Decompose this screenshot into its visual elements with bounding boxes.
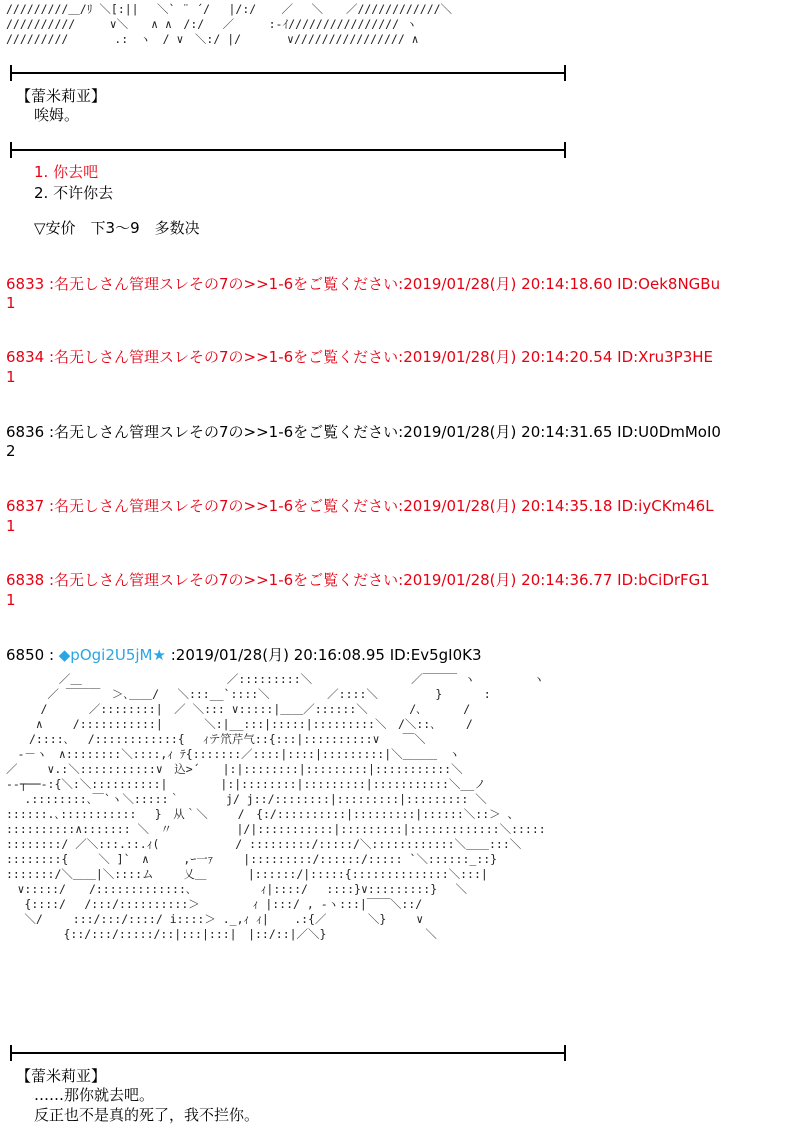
ascii-art-main: ／＿ ／:::::::::＼ ／￣￣￣ ヽ ヽ ／ ￣￣￣ ＞､＿＿/ ＼:::__`::::＼ ／::::＼ } : / ／::::::::| ／ ＼::: ∨:::::|＿＿／::::::＼ /､ / ∧ /:::::::::::| ＼:|__:::|:::::|:::::::::＼ /＼::､ / /::::､ /::::::::::::{ ｨテ笊芹气::{:::|::::::::::∨ ￣＼ -－ヽ ∧::::::::＼::::,ｨ ﾃ{:::::::／::::|::::|:::::::::|＼＿＿＿ ヽ ／ ∨.:＼:::::::::::∨ 込>´ |:|::::::::|:::::::::|:::::::::::＼ -‐┬──‐:{＼:＼::::::::::| |:|::::::::|:::::::::|:::::::::::＼__ノ .::::::::､￣`ヽ＼:::::｀ j/ j::/::::::::|:::::::::|::::::::: ＼ ::::::.､::::::::::: } 从｀＼ / {:/::::::::::|:::::::::|::::::＼::＞ 、 ::::::::::∧::::::: ＼ 〃 |/|:::::::::::|:::::::::|:::::::::::::＼::::: ::::::::/ ／＼:::.::.ｨ( / :::::::::/:::::/＼::::::::::::＼＿＿:::＼ ::::::::{ ＼ ]` ∧ ,ｰ一ｧ |:::::::::/::::::/::::: `＼::::::_::} :::::::/＼＿＿|＼::::ム 乂＿ |::::::/|:::::{::::::::::::::＼:::| ∨:::::/ /:::::::::::::､ ｨ|::::/ ::::}∨:::::::::} ＼ {::::/ /:::/::::::::::＞ ｨ |:::/ , -ヽ:::|￣￣＼::/ ＼/ :::/:::/::::/ i::::＞ ._,ｨ ｨ| .:{／ ＼} ∨ {::/:::/:::::/::|:::|:::| |::/::|／＼} ＼ (6, 672, 546, 941)
post-meta: :2019/01/28(月) 20:16:08.95 ID:Ev5gI0K3 (165, 646, 482, 664)
post-body: 1 (6, 368, 16, 386)
post-header-6850 (6, 645, 482, 665)
dialogue-line: ……那你就去吧。 (34, 1086, 155, 1104)
poster-trip-name: ◆pOgi2U5jM★ (58, 646, 166, 664)
post-body: 1 (6, 591, 16, 609)
post-number: 6850 : (6, 646, 59, 664)
dialogue-line: 唉姆。 (34, 106, 80, 124)
ascii-art-top: /////////＿/ﾘ ＼[:|| ＼` ¨ ´/ |/:/ ／ ＼ ／////////////＼ ////////// ∨＼ ∧ ∧ /:/ ／ :-ｲ//////////////// ヽ ///////// .: ヽ / ∨ ＼:/ |/ ∨//////////////// ∧ (6, 2, 453, 46)
speaker-label: 【蕾米莉亚】 (16, 87, 107, 105)
post-body: 2 (6, 442, 16, 460)
post-body: 1 (6, 294, 16, 312)
choice-option-1: 1. 你去吧 (34, 163, 99, 181)
dialogue-line: 反正也不是真的死了，我不拦你。 (34, 1106, 260, 1124)
post-header: 6838 :名无しさん管理スレその7の>>1-6をご覧ください:2019/01/28(月) 20:14:36.77 ID:bCiDrFG1 (6, 571, 710, 589)
divider (10, 72, 566, 74)
post-body: 1 (6, 517, 16, 535)
post-header: 6837 :名无しさん管理スレその7の>>1-6をご覧ください:2019/01/28(月) 20:14:35.18 ID:iyCKm46L (6, 497, 714, 515)
divider (10, 1052, 566, 1054)
post-header: 6836 :名无しさん管理スレその7の>>1-6をご覧ください:2019/01/28(月) 20:14:31.65 ID:U0DmMoI0 (6, 423, 721, 441)
post-header: 6834 :名无しさん管理スレその7の>>1-6をご覧ください:2019/01/28(月) 20:14:20.54 ID:Xru3P3HE (6, 348, 714, 366)
speaker-label: 【蕾米莉亚】 (16, 1067, 107, 1085)
choice-option-2: 2. 不许你去 (34, 184, 114, 202)
post-header: 6833 :名无しさん管理スレその7の>>1-6をご覧ください:2019/01/28(月) 20:14:18.60 ID:Oek8NGBu (6, 275, 721, 293)
vote-instruction: ▽安价 下3～9 多数决 (34, 219, 200, 237)
divider (10, 149, 566, 151)
